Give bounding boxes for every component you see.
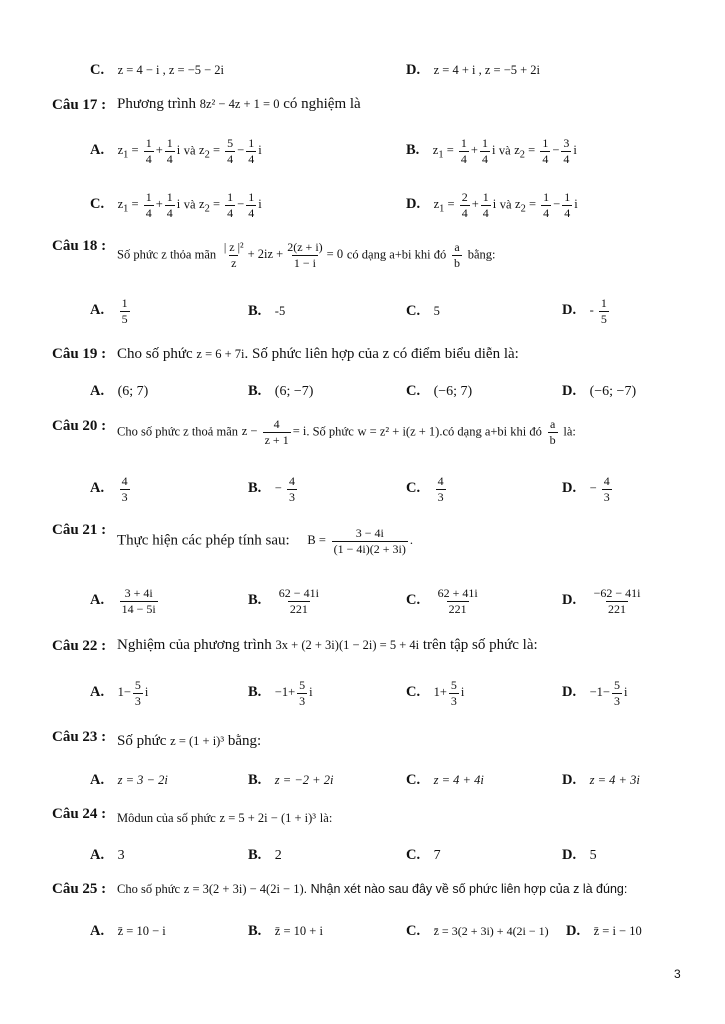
q25-option-b xyxy=(248,923,323,940)
option-value: (−6; 7) xyxy=(433,384,473,399)
q18-option-a: A. $\frac{1}{5}$ xyxy=(90,296,128,326)
question-22-text xyxy=(117,637,538,654)
option-label: A. xyxy=(90,383,105,399)
q23-option-c xyxy=(406,772,484,789)
option-label: B. xyxy=(248,684,262,701)
q22-option-d: D. −1− $\frac{5}{3}$ i xyxy=(562,678,628,708)
q20-option-b: B. − $\frac{4}{3}$ xyxy=(248,474,295,504)
option-denominator: 221 xyxy=(608,602,627,616)
option-d-prev xyxy=(406,62,540,79)
q25-option-c xyxy=(406,923,549,940)
equation: 3x + (2 + 3i)(1 − 2i) = 5 + 4i xyxy=(275,638,420,652)
question-text: bằng: xyxy=(227,733,262,749)
expression-denominator: (1 − 4i)(2 + 3i) xyxy=(333,542,406,556)
question-23-text xyxy=(117,733,261,750)
question-20-text: Cho số phức z thoả mãn z − $\frac{4}{z + 1}$ = i. Số phức w = z² + i(z + 1).có dạng a+bi khi đó $\frac{a}{b}$ là: xyxy=(117,417,576,447)
option-value: (−6; −7) xyxy=(589,384,637,399)
option-value: 5 xyxy=(433,304,440,318)
option-label: D. xyxy=(562,684,577,701)
option-label: B. xyxy=(248,847,262,863)
q22-option-b: B. −1+ $\frac{5}{3}$ i xyxy=(248,678,313,708)
option-label: A. xyxy=(90,302,105,319)
q22-option-a: A. 1− $\frac{5}{3}$ i xyxy=(90,678,149,708)
q17-option-b: B. $z_1$ = $\frac{1}{4}$ + $\frac{1}{4}$ i và $z_2$ = $\frac{1}{4}$ − $\frac{3}{4}$ i xyxy=(406,136,577,166)
q20-option-c: C. $\frac{4}{3}$ xyxy=(406,474,444,504)
q17-option-c: C. $z_1$ = $\frac{1}{4}$ + $\frac{1}{4}$ i và $z_2$ = $\frac{1}{4}$ − $\frac{1}{4}$ i xyxy=(90,190,262,220)
option-value: z̄ = 10 − i xyxy=(117,924,166,938)
option-label: A. xyxy=(90,923,105,939)
option-label: B. xyxy=(406,142,420,159)
question-21-text: Thực hiện các phép tính sau: B = $\frac{3 - 4i}{(1 - 4i)(2 + 3i)}$ . xyxy=(117,526,413,556)
option-c-prev xyxy=(90,62,224,79)
question-18-label: Câu 18 : xyxy=(52,238,107,254)
option-numerator: −62 − 41i xyxy=(593,586,641,600)
option-label: A. xyxy=(90,772,105,788)
question-text: . Nhận xét nào sau đây về số phức liên hợp của z là đúng: xyxy=(303,882,628,896)
option-label: C. xyxy=(406,480,421,497)
option-label: A. xyxy=(90,480,105,497)
equation: z = 5 + 2i − (1 + i)³ xyxy=(219,811,317,825)
question-17-label: Câu 17 : xyxy=(52,97,107,113)
q24-option-c xyxy=(406,847,441,864)
option-value: z̄ = 3(2 + 3i) + 4(2i − 1) xyxy=(433,924,549,938)
question-text: Cho số phức xyxy=(117,882,181,896)
question-text: .có dạng a+bi khi đó xyxy=(439,424,542,439)
option-numerator: 62 − 41i xyxy=(278,586,319,600)
option-value: 7 xyxy=(433,848,441,863)
q18-option-b xyxy=(248,303,285,320)
question-25-label: Câu 25 : xyxy=(52,881,107,897)
frac-b: b xyxy=(453,256,460,270)
q19-option-b xyxy=(248,383,313,400)
frac-b: b xyxy=(549,433,556,447)
q23-option-b xyxy=(248,772,333,789)
option-value: z = 3 − 2i xyxy=(117,773,168,787)
question-17-text xyxy=(117,96,361,113)
option-value: 5 xyxy=(589,848,597,863)
equation: 8z² − 4z + 1 = 0 xyxy=(199,97,280,111)
option-denominator: 221 xyxy=(289,602,308,616)
option-numerator: 3 + 4i xyxy=(124,586,153,600)
option-label: A. xyxy=(90,142,105,159)
q20-option-a: A. $\frac{4}{3}$ xyxy=(90,474,128,504)
q24-option-b xyxy=(248,847,282,864)
option-value: z = 4 + 3i xyxy=(589,773,640,787)
question-text: Phương trình xyxy=(117,96,196,112)
question-22-label: Câu 22 : xyxy=(52,638,107,654)
question-18-text: Số phức z thỏa mãn $\frac{\text{| z |²}}{z}$ + 2iz + $\frac{2(z + i)}{1 - i}$ = 0 có dạng a+bi khi đó $\frac{a}{b}$ bằng: xyxy=(117,240,496,270)
question-text: . Số phức xyxy=(306,424,354,439)
and-word: và xyxy=(498,143,511,158)
option-label: B. xyxy=(248,772,262,788)
question-21-label: Câu 21 : xyxy=(52,522,107,538)
and-word: và xyxy=(499,197,512,212)
option-label: D. xyxy=(406,62,421,78)
option-label: D. xyxy=(562,302,577,319)
option-numerator: 62 + 41i xyxy=(437,586,478,600)
option-value: 2 xyxy=(274,848,282,863)
option-label: D. xyxy=(406,196,421,213)
q25-option-d xyxy=(566,923,642,940)
option-label: D. xyxy=(562,592,577,609)
question-text: Số phức z thỏa mãn xyxy=(117,247,217,262)
option-label: B. xyxy=(248,383,262,399)
q22-option-c: C. 1+ $\frac{5}{3}$ i xyxy=(406,678,465,708)
equation: z = 3(2 + 3i) − 4(2i − 1) xyxy=(183,882,304,896)
question-25-text xyxy=(117,881,627,898)
question-text: có nghiệm là xyxy=(283,96,361,112)
page-number: 3 xyxy=(674,967,681,981)
option-value: z = −2 + 2i xyxy=(274,773,334,787)
option-label: D. xyxy=(562,383,577,399)
option-value: (6; −7) xyxy=(274,384,314,399)
and-word: và xyxy=(183,197,196,212)
q21-option-c xyxy=(406,586,482,617)
question-24-label: Câu 24 : xyxy=(52,806,107,822)
question-text: Số phức xyxy=(117,733,167,749)
q17-option-a: A. $z_1$ = $\frac{1}{4}$ + $\frac{1}{4}$ i và $z_2$ = $\frac{5}{4}$ − $\frac{1}{4}$ i xyxy=(90,136,262,166)
option-denominator: 14 − 5i xyxy=(121,602,156,616)
q24-option-d xyxy=(562,847,597,864)
equation: z = (1 + i)³ xyxy=(170,734,225,748)
question-text: Cho số phức z thoả mãn xyxy=(117,424,238,439)
expression-lhs: B = xyxy=(307,533,326,548)
option-label: A. xyxy=(90,847,105,863)
question-text: Cho số phức xyxy=(117,346,193,362)
question-text: Nghiệm của phương trình xyxy=(117,637,272,653)
option-label: C. xyxy=(406,592,421,609)
option-label: C. xyxy=(406,383,421,399)
question-24-text xyxy=(117,810,332,827)
question-19-text xyxy=(117,346,519,363)
question-text: . Số phức liên hợp của z có điểm biểu diễn là: xyxy=(244,346,519,362)
option-value: z = 4 + i , z = −5 + 2i xyxy=(433,63,541,77)
frac-a: a xyxy=(454,240,460,254)
q18-option-c xyxy=(406,303,440,320)
option-label: A. xyxy=(90,684,105,701)
q17-option-d: D. $z_1$ = $\frac{2}{4}$ + $\frac{1}{4}$ i và $z_2$ = $\frac{1}{4}$ − $\frac{1}{4}$ i xyxy=(406,190,578,220)
option-value: z = 4 + 4i xyxy=(433,773,484,787)
option-label: A. xyxy=(90,592,105,609)
q19-option-a xyxy=(90,383,148,400)
option-value: z̄ = 10 + i xyxy=(274,924,323,938)
question-text: Môdun của số phức xyxy=(117,811,216,825)
frac-a: a xyxy=(549,417,556,431)
q21-option-b xyxy=(248,586,323,617)
q23-option-d xyxy=(562,772,640,789)
equation: w = z² + i(z + 1) xyxy=(357,424,440,439)
option-value: z̄ = i − 10 xyxy=(593,924,642,938)
question-text: Thực hiện các phép tính sau: xyxy=(117,532,290,549)
option-value: 3 xyxy=(117,848,125,863)
question-20-label: Câu 20 : xyxy=(52,418,107,434)
question-text: là: xyxy=(319,811,333,825)
question-text: có dạng a+bi khi đó xyxy=(346,247,447,262)
option-label: C. xyxy=(406,303,421,319)
q24-option-a xyxy=(90,847,125,864)
option-label: C. xyxy=(406,847,421,863)
option-value: (6; 7) xyxy=(117,384,149,399)
q18-option-d: D. - $\frac{1}{5}$ xyxy=(562,296,607,326)
option-label: C. xyxy=(90,62,105,78)
q21-option-d xyxy=(562,586,644,617)
question-text: trên tập số phức là: xyxy=(422,637,538,653)
option-denominator: 221 xyxy=(448,602,467,616)
and-word: và xyxy=(183,143,196,158)
q19-option-d xyxy=(562,383,636,400)
option-label: C. xyxy=(406,684,421,701)
option-label: C. xyxy=(406,923,421,939)
q25-option-a xyxy=(90,923,166,940)
option-label: C. xyxy=(90,196,105,213)
q20-option-d: D. − $\frac{4}{3}$ xyxy=(562,474,610,504)
option-label: D. xyxy=(566,923,581,939)
option-label: C. xyxy=(406,772,421,788)
expression-numerator: 3 − 4i xyxy=(355,526,384,540)
option-label: D. xyxy=(562,480,577,497)
option-label: D. xyxy=(562,847,577,863)
q21-option-a xyxy=(90,586,160,617)
equation: z = 6 + 7i xyxy=(196,347,245,361)
option-label: D. xyxy=(562,772,577,788)
q23-option-a xyxy=(90,772,168,789)
option-value: -5 xyxy=(274,304,286,318)
option-value: z = 4 − i , z = −5 − 2i xyxy=(117,63,225,77)
q19-option-c xyxy=(406,383,472,400)
option-label: B. xyxy=(248,480,262,497)
question-text: bằng: xyxy=(467,247,496,262)
question-text: là: xyxy=(563,424,576,439)
question-23-label: Câu 23 : xyxy=(52,729,107,745)
question-19-label: Câu 19 : xyxy=(52,346,107,362)
option-label: B. xyxy=(248,303,262,319)
option-label: B. xyxy=(248,592,262,609)
option-label: B. xyxy=(248,923,262,939)
